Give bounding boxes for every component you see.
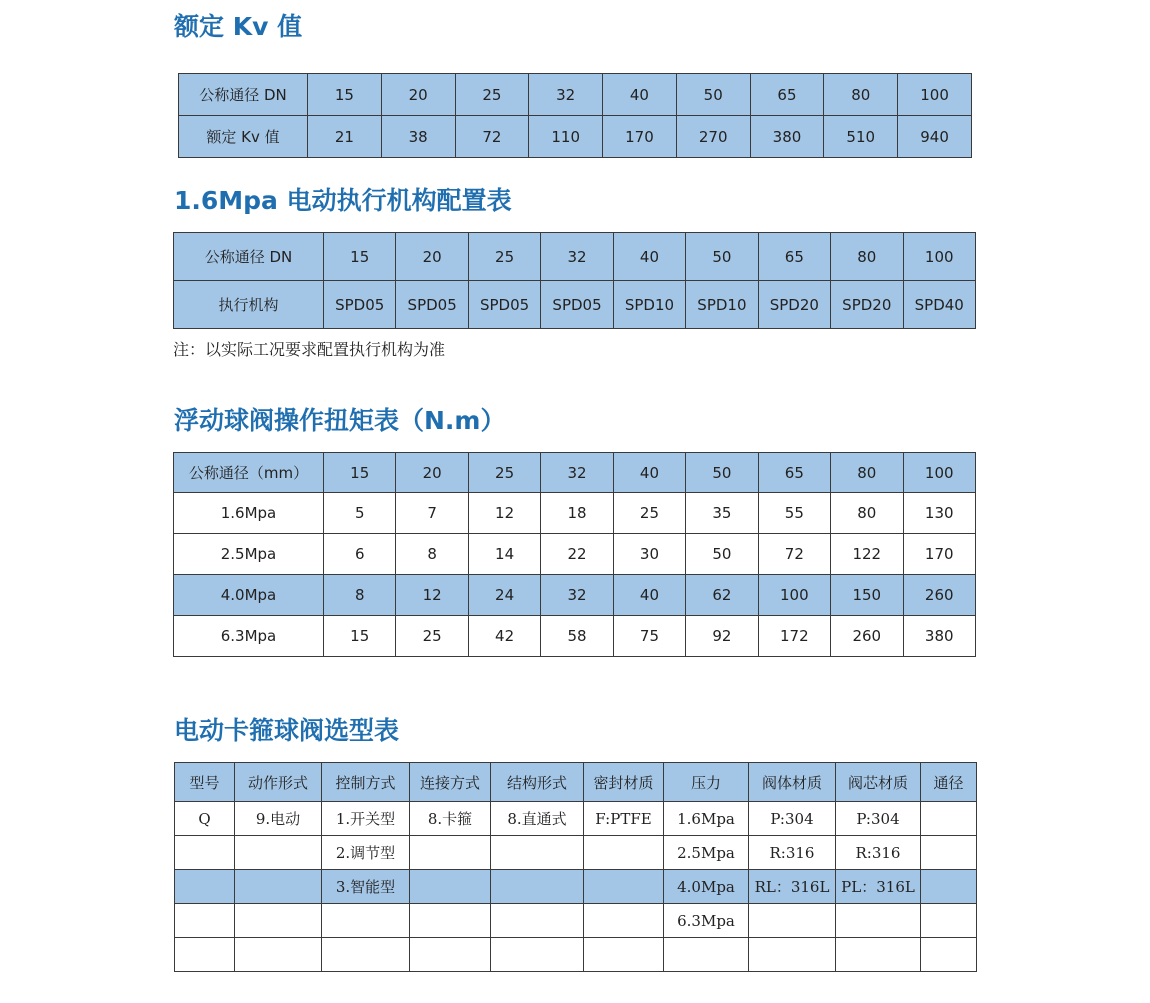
torque-header-row (174, 453, 976, 493)
kv-row (179, 116, 972, 158)
torque-cell: 72 (758, 534, 830, 575)
selection-cell (491, 870, 584, 904)
torque-header-label: 公称通径（mm） (174, 453, 324, 493)
torque-cell: 75 (613, 616, 685, 657)
kv-cell: 21 (308, 116, 382, 158)
selection-cell: RL：316L (749, 870, 836, 904)
torque-section-title: 浮动球阀操作扭矩表（N.m） (174, 406, 506, 435)
selection-cell (322, 938, 410, 972)
selection-cell: 2.5Mpa (664, 836, 749, 870)
torque-cell: 12 (396, 575, 468, 616)
selection-cell (491, 904, 584, 938)
torque-row (174, 616, 976, 657)
torque-cell: 35 (686, 493, 758, 534)
torque-cell: 40 (613, 575, 685, 616)
kv-cell: 940 (898, 116, 972, 158)
selection-cell (235, 904, 322, 938)
selection-cell: PL：316L (836, 870, 921, 904)
selection-header-cell: 动作形式 (235, 763, 322, 802)
selection-cell (921, 938, 977, 972)
torque-cell: 122 (831, 534, 903, 575)
selection-cell (491, 836, 584, 870)
torque-cell: 170 (903, 534, 976, 575)
selection-header-cell: 密封材质 (584, 763, 664, 802)
actuator-table (173, 232, 976, 329)
actuator-row-label: 执行机构 (174, 281, 324, 329)
torque-cell: 30 (613, 534, 685, 575)
selection-header-cell: 压力 (664, 763, 749, 802)
torque-cell: 5 (324, 493, 396, 534)
selection-cell (410, 836, 491, 870)
selection-table (174, 762, 977, 972)
selection-cell: Q (175, 802, 235, 836)
selection-cell (921, 904, 977, 938)
selection-header-row (175, 763, 977, 802)
kv-cell: 25 (455, 74, 529, 116)
torque-cell: 15 (324, 616, 396, 657)
selection-cell (235, 938, 322, 972)
kv-cell: 32 (529, 74, 603, 116)
actuator-cell: SPD10 (686, 281, 758, 329)
selection-row (175, 904, 977, 938)
selection-cell: 1.开关型 (322, 802, 410, 836)
selection-cell: 1.6Mpa (664, 802, 749, 836)
selection-cell (175, 904, 235, 938)
torque-cell: 24 (468, 575, 540, 616)
torque-header-cell: 25 (468, 453, 540, 493)
selection-header-cell: 连接方式 (410, 763, 491, 802)
selection-cell (584, 836, 664, 870)
selection-cell: P:304 (836, 802, 921, 836)
torque-cell: 50 (686, 534, 758, 575)
kv-cell: 72 (455, 116, 529, 158)
torque-header-cell: 20 (396, 453, 468, 493)
torque-cell: 7 (396, 493, 468, 534)
selection-cell (175, 836, 235, 870)
selection-header-cell: 通径 (921, 763, 977, 802)
selection-cell: 2.调节型 (322, 836, 410, 870)
selection-cell: R:316 (836, 836, 921, 870)
torque-row (174, 493, 976, 534)
actuator-cell: 100 (903, 233, 976, 281)
actuator-cell: 80 (831, 233, 903, 281)
selection-header-cell: 型号 (175, 763, 235, 802)
kv-cell: 50 (676, 74, 750, 116)
selection-header-cell: 阀体材质 (749, 763, 836, 802)
torque-cell: 130 (903, 493, 976, 534)
torque-cell: 25 (613, 493, 685, 534)
selection-cell (664, 938, 749, 972)
kv-cell: 100 (898, 74, 972, 116)
actuator-cell: 32 (541, 233, 613, 281)
selection-cell (584, 938, 664, 972)
selection-cell (921, 836, 977, 870)
kv-cell: 170 (603, 116, 677, 158)
torque-cell: 80 (831, 493, 903, 534)
actuator-cell: 50 (686, 233, 758, 281)
actuator-note: 注：以实际工况要求配置执行机构为准 (173, 340, 446, 359)
kv-cell: 38 (381, 116, 455, 158)
kv-cell: 40 (603, 74, 677, 116)
torque-header-cell: 65 (758, 453, 830, 493)
selection-cell (584, 904, 664, 938)
actuator-cell: 25 (468, 233, 540, 281)
torque-cell: 62 (686, 575, 758, 616)
actuator-cell: SPD20 (758, 281, 830, 329)
torque-cell: 6 (324, 534, 396, 575)
torque-cell: 55 (758, 493, 830, 534)
actuator-section-title: 1.6Mpa 电动执行机构配置表 (174, 186, 512, 215)
torque-row-label: 4.0Mpa (174, 575, 324, 616)
torque-cell: 12 (468, 493, 540, 534)
selection-cell (584, 870, 664, 904)
torque-cell: 8 (396, 534, 468, 575)
actuator-cell: 20 (396, 233, 468, 281)
selection-cell (749, 904, 836, 938)
kv-cell: 20 (381, 74, 455, 116)
selection-cell (749, 938, 836, 972)
actuator-cell: SPD20 (831, 281, 903, 329)
torque-cell: 58 (541, 616, 613, 657)
kv-cell: 65 (750, 74, 824, 116)
selection-cell (836, 904, 921, 938)
torque-cell: 172 (758, 616, 830, 657)
selection-section-title: 电动卡箍球阀选型表 (174, 716, 400, 745)
kv-cell: 510 (824, 116, 898, 158)
selection-cell: 3.智能型 (322, 870, 410, 904)
kv-cell: 270 (676, 116, 750, 158)
kv-cell: 110 (529, 116, 603, 158)
torque-row (174, 575, 976, 616)
selection-cell (921, 870, 977, 904)
kv-cell: 380 (750, 116, 824, 158)
actuator-cell: 40 (613, 233, 685, 281)
kv-section-title: 额定 Kv 值 (174, 12, 303, 41)
torque-cell: 100 (758, 575, 830, 616)
actuator-cell: 15 (324, 233, 396, 281)
selection-cell: 9.电动 (235, 802, 322, 836)
torque-cell: 25 (396, 616, 468, 657)
torque-header-cell: 100 (903, 453, 976, 493)
selection-cell (175, 938, 235, 972)
actuator-row-label: 公称通径 DN (174, 233, 324, 281)
torque-cell: 260 (903, 575, 976, 616)
torque-cell: 32 (541, 575, 613, 616)
torque-cell: 22 (541, 534, 613, 575)
selection-header-cell: 控制方式 (322, 763, 410, 802)
selection-header-cell: 阀芯材质 (836, 763, 921, 802)
torque-cell: 18 (541, 493, 613, 534)
selection-row (175, 802, 977, 836)
torque-cell: 150 (831, 575, 903, 616)
torque-header-cell: 80 (831, 453, 903, 493)
actuator-cell: SPD05 (324, 281, 396, 329)
selection-cell (322, 904, 410, 938)
torque-header-cell: 15 (324, 453, 396, 493)
actuator-cell: SPD10 (613, 281, 685, 329)
torque-row-label: 2.5Mpa (174, 534, 324, 575)
torque-cell: 42 (468, 616, 540, 657)
torque-cell: 8 (324, 575, 396, 616)
kv-row (179, 74, 972, 116)
kv-row-label: 公称通径 DN (179, 74, 308, 116)
selection-cell: P:304 (749, 802, 836, 836)
torque-header-cell: 40 (613, 453, 685, 493)
selection-cell: 4.0Mpa (664, 870, 749, 904)
torque-cell: 14 (468, 534, 540, 575)
kv-cell: 15 (308, 74, 382, 116)
selection-cell (410, 904, 491, 938)
torque-row-label: 1.6Mpa (174, 493, 324, 534)
actuator-cell: SPD05 (541, 281, 613, 329)
selection-cell (836, 938, 921, 972)
selection-cell: R:316 (749, 836, 836, 870)
actuator-cell: SPD05 (396, 281, 468, 329)
selection-cell (410, 938, 491, 972)
selection-cell (235, 836, 322, 870)
torque-table (173, 452, 976, 657)
selection-cell (175, 870, 235, 904)
torque-cell: 260 (831, 616, 903, 657)
actuator-cell: SPD40 (903, 281, 976, 329)
selection-cell (921, 802, 977, 836)
actuator-cell: SPD05 (468, 281, 540, 329)
selection-row (175, 836, 977, 870)
torque-header-cell: 32 (541, 453, 613, 493)
torque-cell: 380 (903, 616, 976, 657)
kv-cell: 80 (824, 74, 898, 116)
actuator-row (174, 281, 976, 329)
torque-row-label: 6.3Mpa (174, 616, 324, 657)
selection-cell: F:PTFE (584, 802, 664, 836)
selection-header-cell: 结构形式 (491, 763, 584, 802)
selection-cell: 8.直通式 (491, 802, 584, 836)
kv-table (178, 73, 972, 158)
selection-row (175, 938, 977, 972)
selection-cell (410, 870, 491, 904)
actuator-row (174, 233, 976, 281)
selection-cell: 8.卡箍 (410, 802, 491, 836)
selection-cell (491, 938, 584, 972)
kv-row-label: 额定 Kv 值 (179, 116, 308, 158)
selection-row (175, 870, 977, 904)
torque-cell: 92 (686, 616, 758, 657)
selection-cell (235, 870, 322, 904)
selection-cell: 6.3Mpa (664, 904, 749, 938)
torque-row (174, 534, 976, 575)
torque-header-cell: 50 (686, 453, 758, 493)
actuator-cell: 65 (758, 233, 830, 281)
